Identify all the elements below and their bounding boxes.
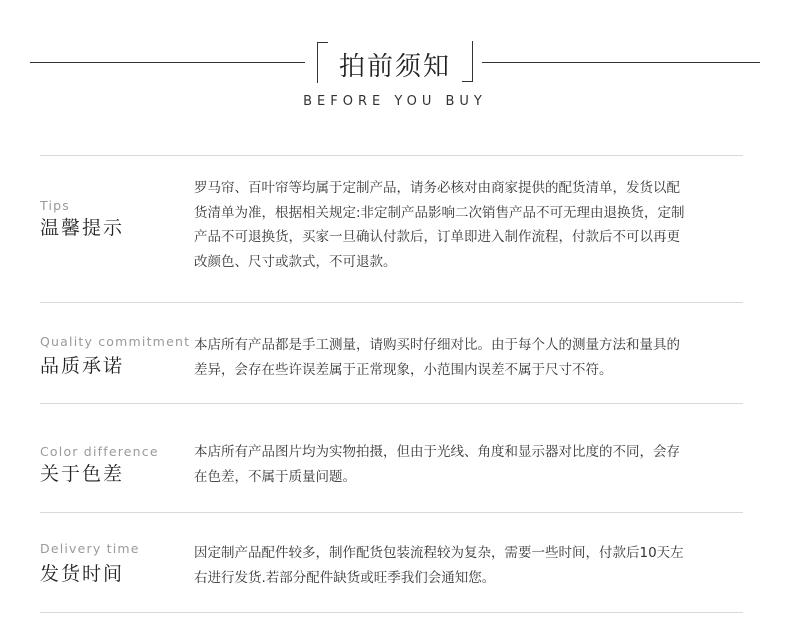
section-body [194,333,746,382]
page-title: 拍前须知 [338,52,451,82]
body-line: 在色差，不属于质量问题。 [194,468,356,485]
header-rule-left [30,62,305,63]
body-line: 本店所有产品都是手工测量，请购买时仔细对比。由于每个人的测量方法和量具的 [194,337,680,353]
body-line: 罗马帘、百叶帘等均属于定制产品，请务必核对由商家提供的配货清单，发货以配 [194,180,680,196]
section-en-label: Delivery time [40,541,140,556]
body-line: 本店所有产品图片均为实物拍摄，但由于光线、角度和显示器对比度的不同，会存 [194,444,680,460]
section-cn-label: 温馨提示 [40,217,125,239]
section-en-label: Quality commitment [40,334,191,349]
title-frame [317,42,473,82]
section-divider [40,512,743,513]
body-line: 产品不可退换货，买家一旦确认付款后，订单即进入制作流程，付款后不可以再更 [194,229,680,245]
section-en-label: Color difference [40,444,159,459]
section-divider [40,403,743,404]
section-body [194,176,746,274]
body-line: 差异，会存在些许误差属于正常现象，小范围内误差不属于尺寸不符。 [194,361,613,378]
body-line: 改颜色、尺寸或款式，不可退款。 [194,253,397,270]
section-body [194,541,746,590]
header-rule-right [482,62,760,63]
section-en-label: Tips [40,198,70,213]
body-line: 因定制产品配件较多，制作配货包装流程较为复杂，需要一些时间，付款后10天左 [194,545,684,561]
section-divider [40,155,743,156]
section-cn-label: 发货时间 [40,563,125,585]
page-subtitle: BEFORE YOU BUY [303,94,487,109]
section-divider [40,612,743,613]
body-line: 右进行发货.若部分配件缺货或旺季我们会通知您。 [194,569,496,586]
section-divider [40,302,743,303]
section-body [194,440,746,489]
body-line: 货清单为准，根据相关规定:非定制产品影响二次销售产品不可无理由退换货，定制 [194,204,685,221]
section-cn-label: 品质承诺 [40,355,125,377]
section-cn-label: 关于色差 [40,463,125,485]
